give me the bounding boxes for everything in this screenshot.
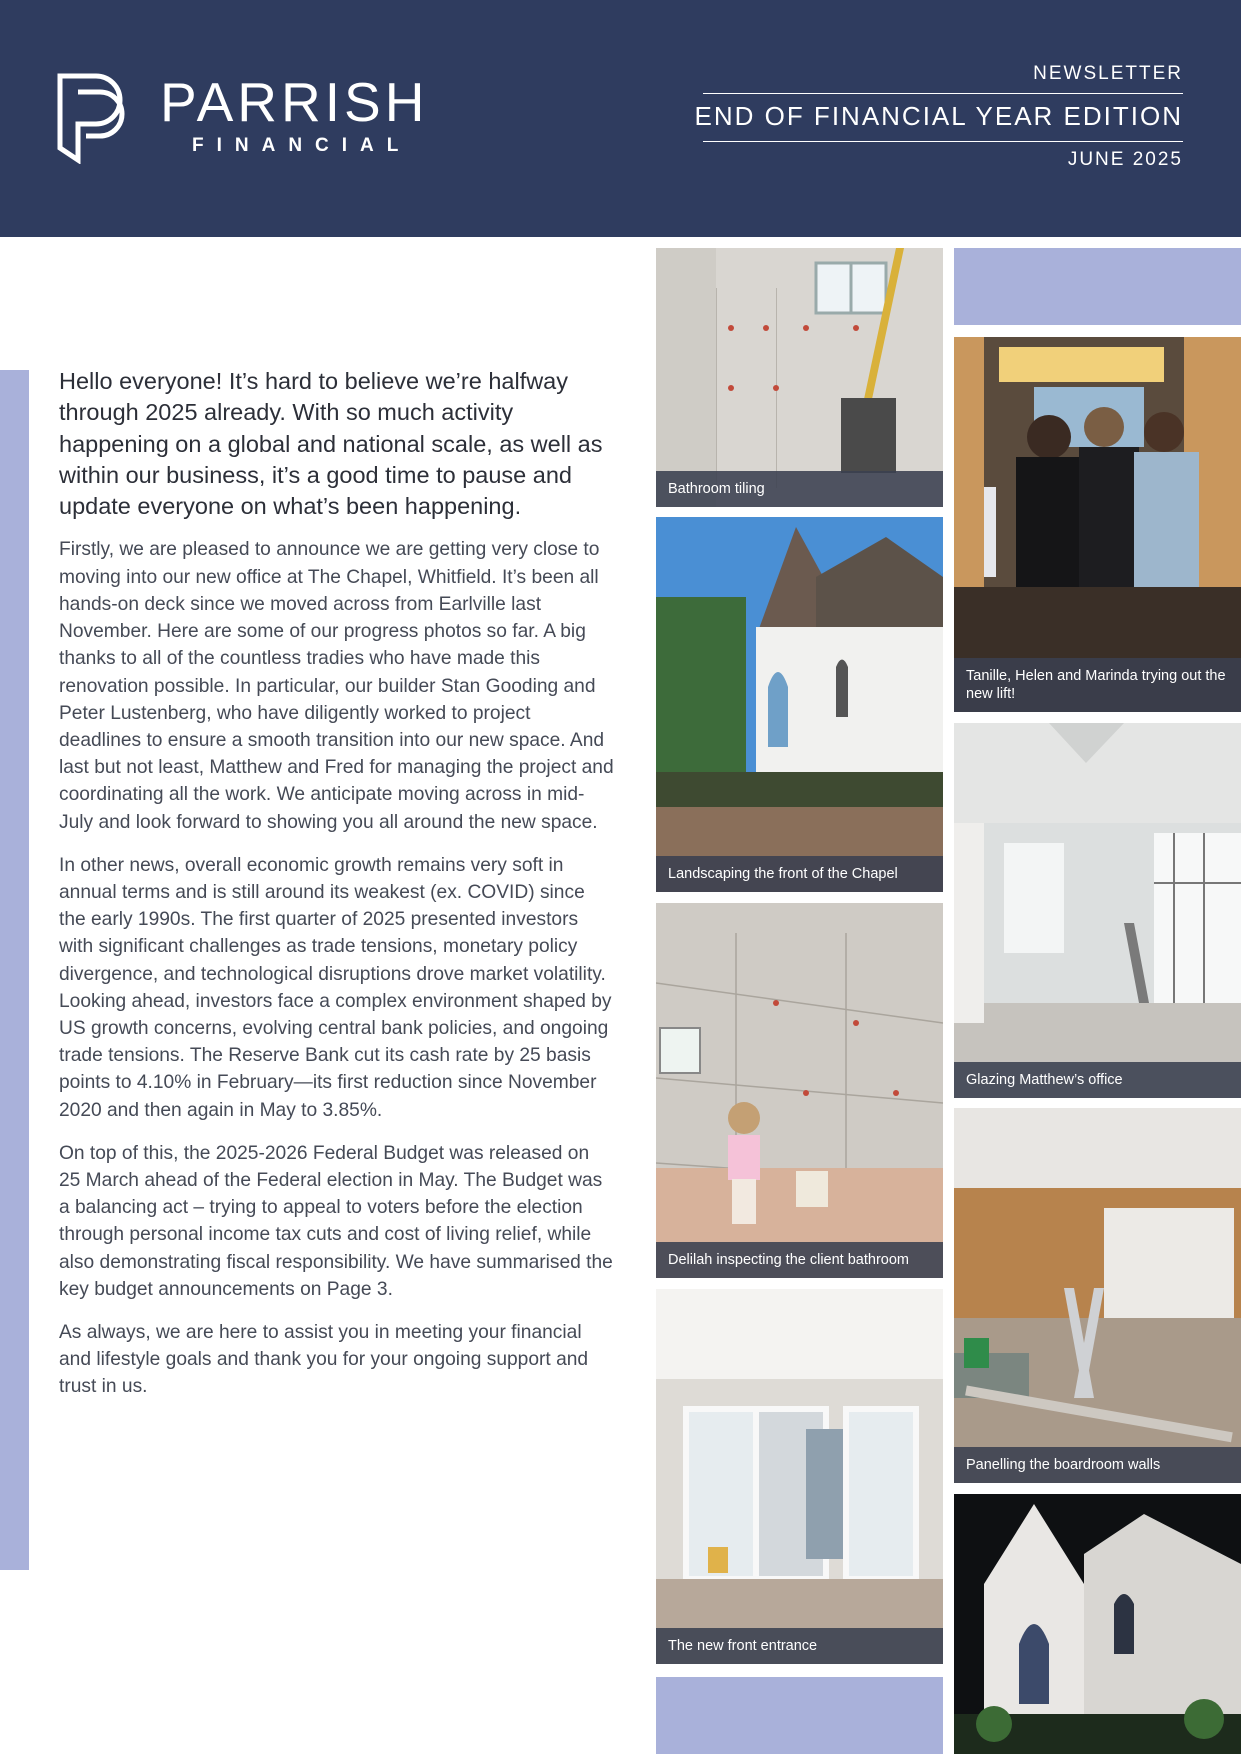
edition-title: END OF FINANCIAL YEAR EDITION [694,101,1183,131]
header-banner [0,0,1241,237]
accent-bar [0,370,29,1570]
brand-subtitle: FINANCIAL [192,135,412,156]
caption-landscaping: Landscaping the front of the Chapel [656,856,943,892]
front-entrance-photo-image [656,1289,943,1664]
lavender-block [656,1677,943,1754]
edition-block [663,60,1183,174]
newsletter-label: NEWSLETTER [1033,63,1183,84]
paragraph-budget: On top of this, the 2025-2026 Federal Budget was released on 25 March ahead of the Federal election in May. The Budget was a balancing act – trying to appeal to voters before the election through personal income tax cuts and cost of living relief, while also demonstrating fiscal responsibility. We have summarised the key budget announcements on Page 3. [59,1142,613,1300]
edition-date: JUNE 2025 [1067,149,1183,170]
lift-photo-image [954,337,1241,712]
paragraph-economy: In other news, overall economic growth remains very soft in annual terms and is still around its weakest (ex. COVID) since the early 1990s. The first quarter of 2025 presented investors with significant challenges as trade tensions, monetary policy divergence, and technological disruptions drove market volatility. Looking ahead, investors face a complex environment shaped by US growth concerns, evolving central bank policies, and ongoing trade tensions. The Reserve Bank cut its cash rate by 25 basis points to 4.10% in February—its first reduction since November 2020 and then again in May to 3.85%. [59,854,612,1121]
chapel-night-photo-image [954,1494,1241,1754]
paragraph-office-move: Firstly, we are pleased to announce we are getting very close to moving into our new office at The Chapel, Whitfield. It’s been all hands-on deck since we moved across from Earlville last November. Here are some of our progress photos so far. A big thanks to all of the countless tradies who have made this renovation possible. In particular, our builder Stan Gooding and Peter Lustenberg, who have diligently worked to project deadlines to ensure a smooth transition into our new space. And last but not least, Matthew and Fred for managing the project and coordinating all the work. We anticipate moving across in mid-July and look forward to showing you all around the new space. [59,539,614,833]
brand-name: PARRISH [160,71,429,133]
caption-new-lift: Tanille, Helen and Marinda trying out the new lift! [954,658,1241,712]
bathroom-photo-image [656,248,943,507]
chapel-exterior-photo-image [656,517,943,892]
photo-panelling [954,1108,1241,1483]
caption-front-entrance: The new front entrance [656,1628,943,1664]
lavender-block [954,248,1241,325]
glazing-photo-image [954,723,1241,1098]
photo-glazing [954,723,1241,1098]
divider [703,93,1183,94]
photo-bathroom-tiling [656,248,943,507]
divider [703,141,1183,142]
photo-front-entrance [656,1289,943,1664]
caption-panelling: Panelling the boardroom walls [954,1447,1241,1483]
client-bathroom-photo-image [656,903,943,1278]
photo-chapel-night [954,1494,1241,1754]
article-body [59,366,614,1417]
caption-bathroom-tiling: Bathroom tiling [656,471,943,507]
photo-landscaping [656,517,943,892]
caption-glazing: Glazing Matthew’s office [954,1062,1241,1098]
boardroom-photo-image [954,1108,1241,1483]
paragraph-closing: As always, we are here to assist you in meeting your financial and lifestyle goals and thank you for your ongoing support and trust in us. [59,1321,589,1398]
photo-client-bathroom [656,903,943,1278]
caption-client-bathroom: Delilah inspecting the client bathroom [656,1242,943,1278]
parrish-logo-mark-icon [56,72,126,164]
photo-new-lift [954,337,1241,712]
intro-paragraph: Hello everyone! It’s hard to believe we’re halfway through 2025 already. With so much activity happening on a global and national scale, as well as within our business, it’s a good time to pause and update everyone on what’s been happening. [59,368,603,520]
